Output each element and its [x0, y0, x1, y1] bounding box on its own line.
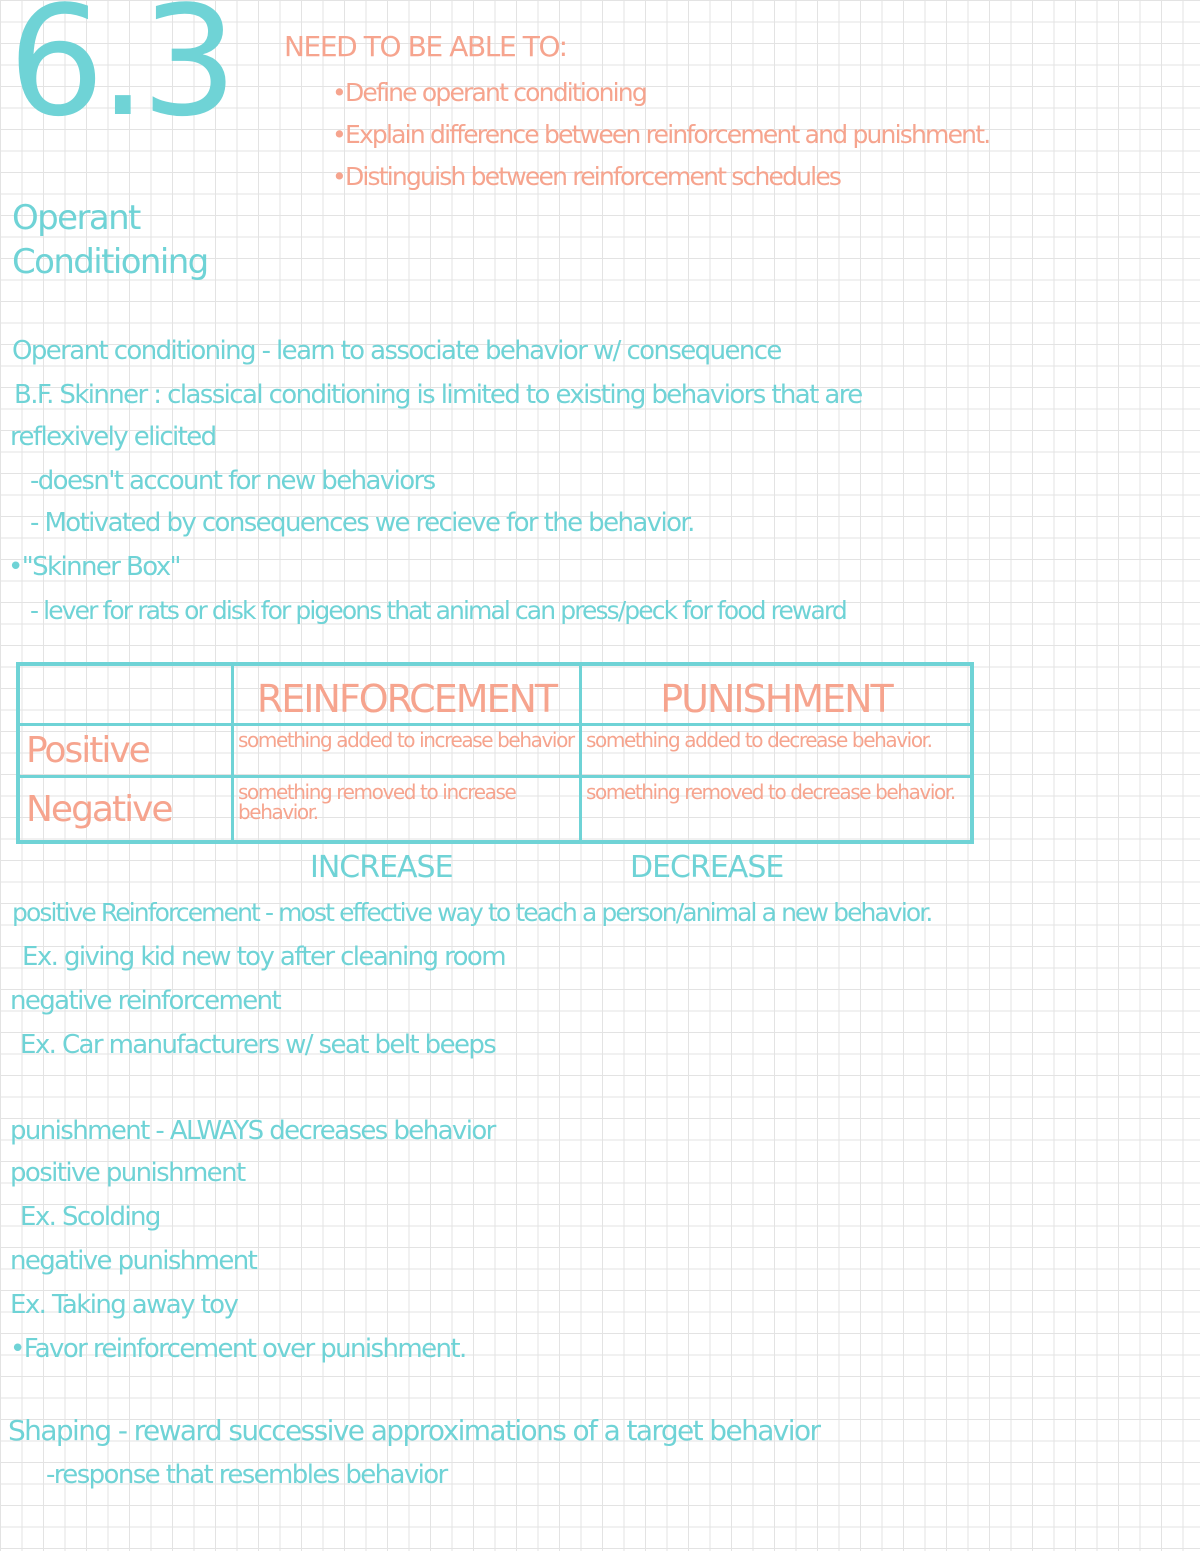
goal-item: •Explain difference between reinforcement and punishment. [332, 120, 990, 149]
table-corner-cell [20, 666, 234, 726]
decrease-label: DECREASE [630, 850, 784, 885]
note-line: Ex. giving kid new toy after cleaning room [22, 942, 505, 972]
goal-item: •Distinguish between reinforcement schedules [332, 162, 841, 191]
note-line: punishment - ALWAYS decreases behavior [10, 1116, 495, 1146]
note-line: Shaping - reward successive approximations of a target behavior [8, 1414, 820, 1447]
topic-title: Operant Conditioning [12, 198, 208, 282]
note-line: Operant conditioning - learn to associate behavior w/ consequence [12, 336, 781, 366]
table-row-label-positive: Positive [20, 726, 234, 778]
note-line: negative punishment [10, 1246, 257, 1276]
note-line: Ex. Scolding [20, 1202, 160, 1232]
goal-item: •Define operant conditioning [332, 78, 646, 107]
note-line: negative reinforcement [10, 986, 281, 1016]
section-number: 6.3 [8, 0, 232, 150]
table-row-label-negative: Negative [20, 778, 234, 840]
table-cell-positive-reinforcement: something added to increase behavior [234, 726, 582, 778]
note-line: Ex. Taking away toy [10, 1290, 238, 1320]
note-line: -doesn't account for new behaviors [30, 466, 435, 496]
increase-label: INCREASE [310, 850, 453, 885]
table-cell-negative-punishment: something removed to decrease behavior. [586, 780, 955, 804]
note-line: positive Reinforcement - most effective way to teach a person/animal a new behavior. [12, 898, 932, 927]
table-header-reinforcement: REINFORCEMENT [234, 666, 582, 726]
note-line: - lever for rats or disk for pigeons that animal can press/peck for food reward [30, 596, 846, 625]
note-line: - Motivated by consequences we recieve for the behavior. [30, 508, 694, 538]
note-line: positive punishment [10, 1158, 245, 1188]
note-line: reflexively elicited [10, 422, 216, 452]
goals-heading: NEED TO BE ABLE TO: [284, 30, 567, 63]
note-line: Ex. Car manufacturers w/ seat belt beeps [20, 1030, 496, 1060]
note-line: -response that resembles behavior [46, 1460, 447, 1490]
reinforcement-punishment-table [16, 662, 974, 844]
note-line: •"Skinner Box" [8, 552, 180, 582]
note-line: B.F. Skinner : classical conditioning is limited to existing behaviors that are [14, 380, 862, 410]
table-cell-positive-punishment: something added to decrease behavior. [582, 726, 970, 778]
note-line: •Favor reinforcement over punishment. [10, 1334, 466, 1364]
table-header-punishment: PUNISHMENT [582, 666, 970, 726]
table-cell-negative-reinforcement: something removed to increase behavior. [234, 778, 582, 840]
